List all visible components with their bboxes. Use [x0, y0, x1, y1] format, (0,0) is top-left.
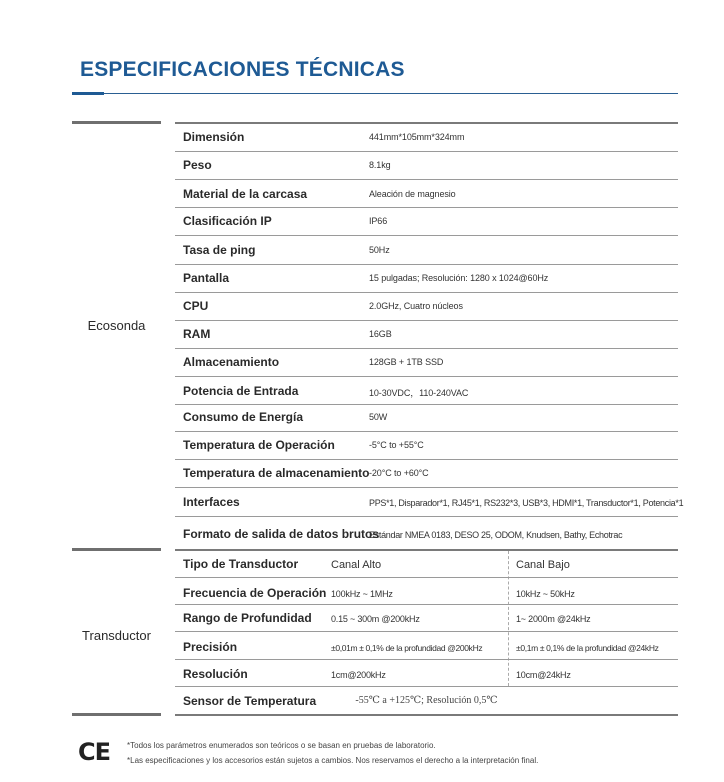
- transductor-section-top-bar: [72, 548, 161, 551]
- low-channel-depth-range: 1~ 2000m @24kHz: [516, 614, 591, 624]
- transductor-section-bottom-bar: [72, 713, 161, 716]
- column-header-high-channel: Canal Alto: [331, 559, 382, 571]
- row-label-ram: RAM: [183, 327, 211, 341]
- row-label-power-consumption: Consumo de Energía: [183, 410, 304, 424]
- high-channel-depth-range: 0.15 ~ 300m @200kHz: [331, 614, 420, 624]
- ecosonda-section-label: Ecosonda: [87, 318, 146, 333]
- high-channel-resolution: 1cm@200kHz: [331, 670, 386, 680]
- row-label-storage-temperature: Temperatura de almacenamiento: [183, 466, 370, 480]
- row-value-weight: 8.1kg: [369, 160, 391, 170]
- ecosonda-table-top-line: [175, 122, 678, 124]
- row-divider: [175, 431, 678, 432]
- row-value-operating-temperature: -5°C to +55°C: [369, 440, 424, 450]
- ce-mark-icon: CE: [78, 738, 111, 766]
- row-divider: [175, 348, 678, 349]
- row-label-raw-data-output: Formato de salida de datos brutos: [183, 527, 380, 541]
- row-value-ip-rating: IP66: [369, 216, 388, 226]
- row-value-cpu: 2.0GHz, Cuatro núcleos: [369, 301, 463, 311]
- row-divider: [175, 631, 678, 632]
- row-divider: [175, 207, 678, 208]
- row-value-housing-material: Aleación de magnesio: [369, 189, 456, 199]
- row-divider: [175, 686, 678, 687]
- row-divider: [175, 292, 678, 293]
- row-value-display: 15 pulgadas; Resolución: 1280 x 1024@60Hz: [369, 273, 549, 283]
- row-divider: [175, 151, 678, 152]
- temperature-sensor-value: -55℃ a +125℃; Resolución 0,5℃: [355, 695, 498, 706]
- row-label-operating-temperature: Temperatura de Operación: [183, 438, 335, 452]
- row-divider: [175, 404, 678, 405]
- row-divider: [175, 659, 678, 660]
- row-divider: [175, 516, 678, 517]
- row-label-resolution: Resolución: [183, 667, 248, 681]
- row-label-ip-rating: Clasificación IP: [183, 214, 272, 228]
- row-label-housing-material: Material de la carcasa: [183, 187, 308, 201]
- row-label-temperature-sensor: Sensor de Temperatura: [183, 694, 317, 708]
- row-label-dimension: Dimensión: [183, 130, 245, 144]
- row-divider: [175, 179, 678, 180]
- title-underline: [72, 93, 678, 94]
- high-channel-accuracy: ±0,01m ± 0,1% de la profundidad @200kHz: [331, 643, 483, 653]
- transductor-section-label: Transductor: [82, 628, 151, 643]
- row-divider: [175, 320, 678, 321]
- row-label-storage: Almacenamiento: [183, 355, 280, 369]
- row-value-ping-rate: 50Hz: [369, 245, 390, 255]
- row-value-raw-data-output: Estándar NMEA 0183, DESO 25, ODOM, Knudsen, Bathy, Echotrac: [369, 530, 623, 540]
- row-label-interfaces: Interfaces: [183, 495, 240, 509]
- row-divider: [175, 235, 678, 236]
- title-underline-accent: [72, 92, 104, 95]
- row-label-ping-rate: Tasa de ping: [183, 243, 256, 257]
- row-label-input-power: Potencia de Entrada: [183, 384, 299, 398]
- row-divider: [175, 264, 678, 265]
- column-header-low-channel: Canal Bajo: [516, 559, 570, 571]
- row-value-storage: 128GB + 1TB SSD: [369, 357, 444, 367]
- row-divider: [175, 459, 678, 460]
- row-value-input-power: 10-30VDC，110-240VAC: [369, 388, 469, 398]
- row-divider: [175, 376, 678, 377]
- row-value-interfaces: PPS*1, Disparador*1, RJ45*1, RS232*3, USB*3, HDMI*1, Transductor*1, Potencia*1: [369, 498, 684, 508]
- row-divider: [175, 487, 678, 488]
- high-channel-frequency: 100kHz ~ 1MHz: [331, 589, 393, 599]
- row-label-display: Pantalla: [183, 271, 230, 285]
- transductor-table-bottom-line: [175, 714, 678, 716]
- low-channel-frequency: 10kHz ~ 50kHz: [516, 589, 575, 599]
- row-value-dimension: 441mm*105mm*324mm: [369, 132, 465, 142]
- row-label-transducer-type: Tipo de Transductor: [183, 557, 299, 571]
- row-value-ram: 16GB: [369, 329, 392, 339]
- row-value-power-consumption: 50W: [369, 412, 388, 422]
- transductor-table-top-line: [175, 549, 678, 551]
- row-value-storage-temperature: -20°C to +60°C: [369, 468, 429, 478]
- row-divider: [175, 604, 678, 605]
- row-label-weight: Peso: [183, 158, 212, 172]
- row-divider: [175, 577, 678, 578]
- channel-column-divider: [508, 551, 509, 686]
- footnote-parameters: *Todos los parámetros enumerados son teóricos o se basan en pruebas de laboratorio.: [127, 741, 436, 750]
- page-title: ESPECIFICACIONES TÉCNICAS: [80, 58, 405, 81]
- row-label-operating-frequency: Frecuencia de Operación: [183, 586, 327, 600]
- row-label-depth-range: Rango de Profundidad: [183, 611, 312, 625]
- low-channel-resolution: 10cm@24kHz: [516, 670, 571, 680]
- low-channel-accuracy: ±0,1m ± 0,1% de la profundidad @24kHz: [516, 643, 659, 653]
- row-label-cpu: CPU: [183, 299, 209, 313]
- row-label-accuracy: Precisión: [183, 640, 238, 654]
- footnote-specifications: *Las especificaciones y los accesorios están sujetos a cambios. Nos reservamos el derecho a la interpretación final.: [127, 756, 539, 765]
- ecosonda-section-top-bar: [72, 121, 161, 124]
